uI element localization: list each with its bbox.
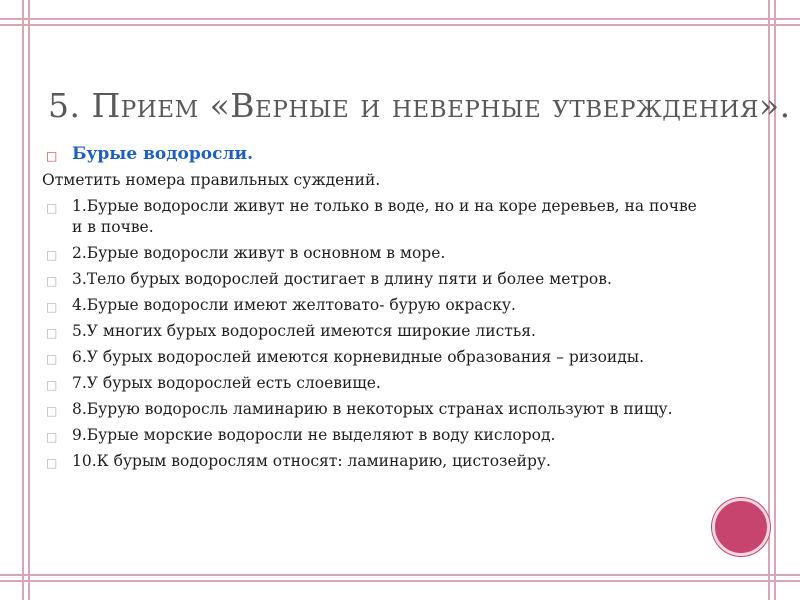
statement-item (46, 399, 706, 420)
statement-text: 8.Бурую водоросль ламинарию в некоторых странах используют в пищу. (72, 400, 673, 418)
slide-content (42, 144, 706, 477)
square-bullet-icon: □ (46, 201, 58, 215)
decorative-circle (712, 498, 770, 556)
statement-text: 1.Бурые водоросли живут не только в воде, но и на коре деревьев, на почве и в почве. (72, 197, 697, 236)
subtitle-row (46, 144, 706, 165)
square-bullet-icon: □ (46, 378, 58, 392)
statement-item (46, 295, 706, 316)
square-bullet-icon: □ (46, 404, 58, 418)
statement-item (46, 269, 706, 290)
statement-item (46, 321, 706, 342)
instruction-row (42, 170, 706, 191)
frame-line-bottom-outer (0, 580, 800, 582)
slide-title: 5. Прием «Верные и неверные утверждения». (48, 86, 791, 125)
frame-line-bottom-inner (0, 574, 800, 576)
statement-text: 7.У бурых водорослей есть слоевище. (72, 374, 381, 392)
statement-text: 3.Тело бурых водорослей достигает в длину пяти и более метров. (72, 270, 612, 288)
square-bullet-icon: □ (46, 430, 58, 444)
square-bullet-icon: □ (46, 326, 58, 340)
square-bullet-icon: □ (46, 352, 58, 366)
frame-line-left-inner (28, 0, 30, 600)
frame-line-left-outer (22, 0, 24, 600)
square-bullet-icon: □ (46, 274, 58, 288)
statement-item (46, 425, 706, 446)
statement-text: 5.У многих бурых водорослей имеются широкие листья. (72, 322, 536, 340)
square-bullet-icon: □ (46, 248, 58, 262)
square-bullet-icon: □ (46, 456, 58, 470)
statement-text: 2.Бурые водоросли живут в основном в море. (72, 244, 446, 262)
statement-item (46, 196, 706, 238)
square-bullet-icon: □ (46, 149, 58, 163)
statement-item (46, 451, 706, 472)
statement-text: 4.Бурые водоросли имеют желтовато- бурую окраску. (72, 296, 516, 314)
slide-subtitle: Бурые водоросли. (72, 144, 253, 164)
statement-item (46, 243, 706, 264)
statement-text: 6.У бурых водорослей имеются корневидные образования – ризоиды. (72, 348, 645, 366)
statement-item (46, 347, 706, 368)
statement-item (46, 373, 706, 394)
frame-line-top-outer (0, 18, 800, 20)
statement-text: 9.Бурые морские водоросли не выделяют в воду кислород. (72, 426, 556, 444)
frame-line-top-inner (0, 24, 800, 26)
statement-text: 10.К бурым водорослям относят: ламинарию, цистозейру. (72, 452, 551, 470)
instruction-text: Отметить номера правильных суждений. (42, 171, 381, 189)
square-bullet-icon: □ (46, 300, 58, 314)
